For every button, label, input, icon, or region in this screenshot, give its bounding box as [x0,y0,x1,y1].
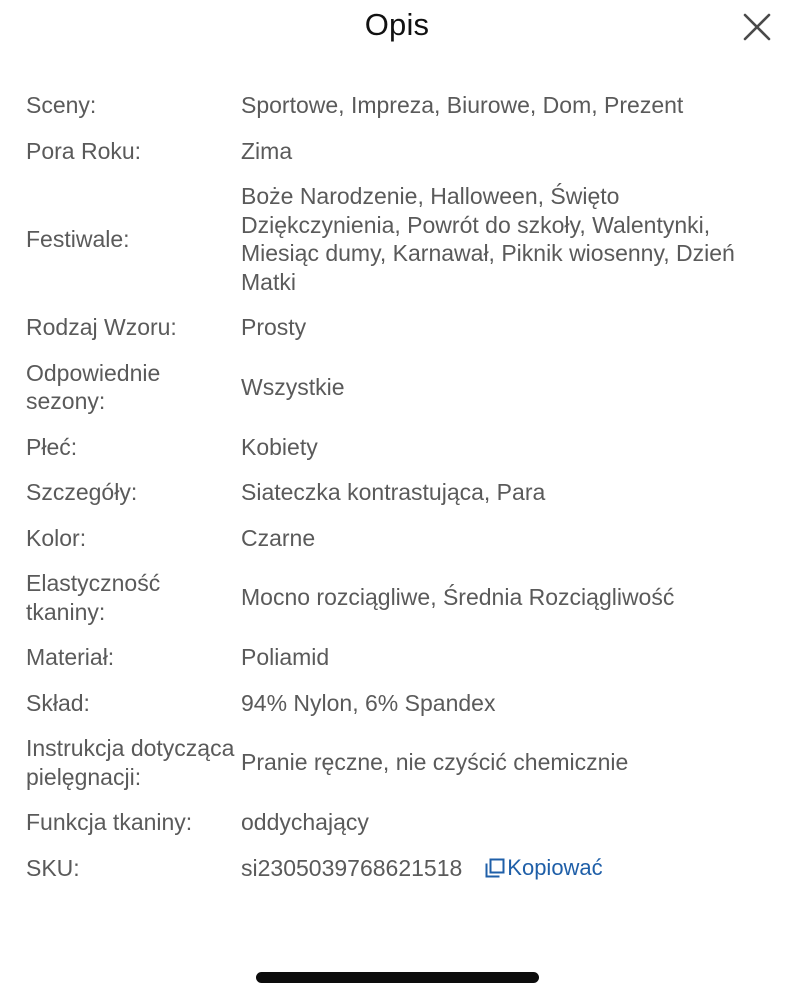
attribute-row-funkcja [26,808,776,837]
attribute-row-odpowiednie-sezony [26,359,776,416]
attribute-label: Szczegóły: [26,479,138,505]
attribute-label: Festiwale: [26,225,130,252]
attribute-row-kolor [26,524,776,553]
attribute-value: Poliamid [241,644,330,670]
home-indicator[interactable] [256,972,539,983]
attribute-value: Czarne [241,524,316,551]
attribute-label: Odpowiednie sezony: [26,359,161,414]
attribute-label: Instrukcja dotycząca pielęgnacji: [26,735,235,790]
page-title: Opis [364,7,430,42]
attribute-row-szczegoly [26,478,776,507]
attribute-label: Elastyczność tkaniny: [26,570,161,625]
attribute-value: Boże Narodzenie, Halloween, Święto Dziękczynienia, Powrót do szkoły, Walentynki, Miesiąc dumy, Karnawał, Piknik wiosenny, Dzień Matki [241,183,735,295]
attribute-row-elastycznosc [26,569,776,626]
attribute-value: Pranie ręczne, nie czyścić chemicznie [241,749,629,776]
attribute-value: Sportowe, Impreza, Biurowe, Dom, Prezent [241,92,684,118]
attribute-label: Płeć: [26,433,78,460]
attribute-row-sceny [26,91,776,120]
sheet-header [0,0,794,56]
attribute-row-rodzaj-wzoru [26,313,776,342]
attribute-value: Prosty [241,314,307,340]
attribute-row-sku [26,854,776,883]
attribute-list [26,91,776,899]
copy-sku-label: Kopiować [507,854,603,880]
attribute-value: Kobiety [241,433,318,460]
close-icon [742,12,772,42]
attribute-label: Skład: [26,689,90,716]
attribute-label: Materiał: [26,644,115,670]
sku-value: si2305039768621518 [241,854,463,881]
attribute-row-sklad [26,689,776,718]
sku-value-container [241,854,776,883]
attribute-label: Rodzaj Wzoru: [26,314,177,340]
copy-icon [484,857,506,879]
attribute-row-pora-roku [26,137,776,166]
attribute-row-plec [26,433,776,462]
sku-label: SKU: [26,854,80,881]
attribute-value: Zima [241,137,293,164]
attribute-value: Wszystkie [241,373,345,400]
attribute-label: Funkcja tkaniny: [26,809,193,835]
attribute-label: Pora Roku: [26,137,142,164]
attribute-row-material [26,643,776,672]
attribute-label: Kolor: [26,524,87,551]
copy-sku-button[interactable] [484,854,602,883]
attribute-value: oddychający [241,809,369,835]
attribute-value: 94% Nylon, 6% Spandex [241,689,496,716]
attribute-row-instrukcja [26,734,776,791]
attribute-label: Sceny: [26,92,97,118]
attribute-row-festiwale [26,182,776,296]
attribute-value: Siateczka kontrastująca, Para [241,479,546,505]
attribute-value: Mocno rozciągliwe, Średnia Rozciągliwość [241,584,675,611]
close-button[interactable] [742,12,772,42]
